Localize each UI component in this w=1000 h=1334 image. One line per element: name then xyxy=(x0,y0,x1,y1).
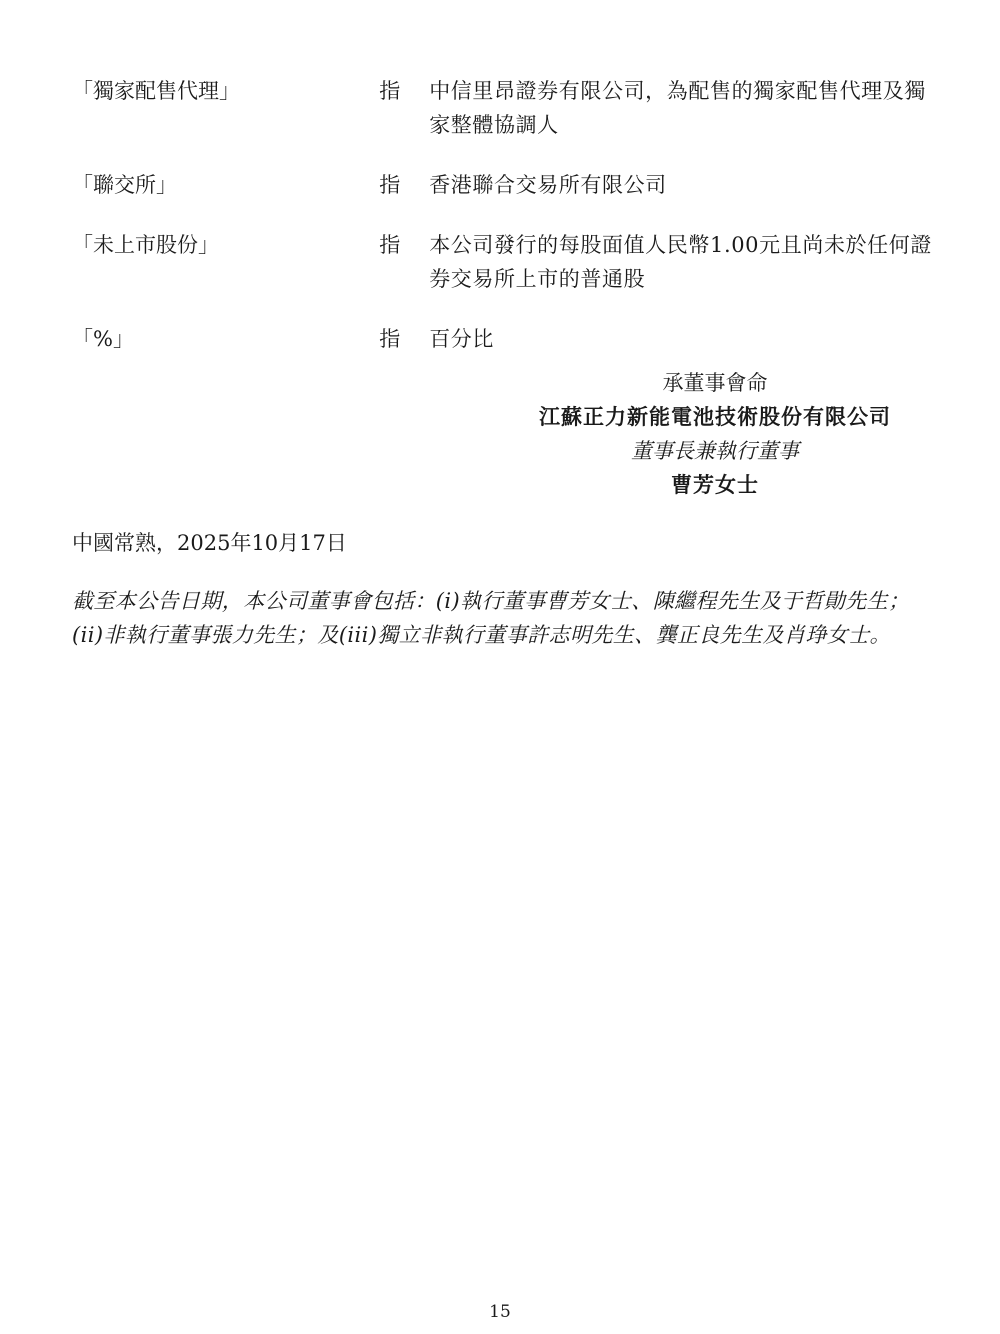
board-composition-note: 截至本公告日期，本公司董事會包括：(i)執行董事曹芳女士、陳繼程先生及于哲勛先生；(ii)非執行董事張力先生；及(iii)獨立非執行董事許志明先生、龔正良先生及肖琤女士。 xyxy=(72,589,910,647)
page-number: 15 xyxy=(489,1302,511,1322)
signature-block xyxy=(500,366,930,502)
definition-term: 「%」 xyxy=(72,327,134,351)
definition-means: 指 xyxy=(379,79,401,103)
definition-row xyxy=(72,322,932,356)
definition-term: 「獨家配售代理」 xyxy=(72,79,240,103)
definition-row xyxy=(72,168,932,202)
definition-means: 指 xyxy=(379,173,401,197)
definition-text: 本公司發行的每股面值人民幣1.00元且尚未於任何證券交易所上市的普通股 xyxy=(429,233,932,291)
definition-row xyxy=(72,74,932,142)
definition-means: 指 xyxy=(379,233,401,257)
definition-row xyxy=(72,228,932,296)
definition-means: 指 xyxy=(379,327,401,351)
company-name: 江蘇正力新能電池技術股份有限公司 xyxy=(539,405,891,429)
signatory-name: 曹芳女士 xyxy=(671,473,759,497)
definition-term: 「未上市股份」 xyxy=(72,233,219,257)
definition-text: 香港聯合交易所有限公司 xyxy=(429,173,667,197)
date-location-line: 中國常熟，2025年10月17日 xyxy=(72,531,347,555)
definition-text: 百分比 xyxy=(429,327,494,351)
definition-term: 「聯交所」 xyxy=(72,173,177,197)
definition-text: 中信里昂證券有限公司，為配售的獨家配售代理及獨家整體協調人 xyxy=(429,79,926,137)
by-order-line: 承董事會命 xyxy=(662,371,768,395)
definitions-list xyxy=(72,74,932,382)
signatory-title: 董事長兼執行董事 xyxy=(631,439,799,463)
